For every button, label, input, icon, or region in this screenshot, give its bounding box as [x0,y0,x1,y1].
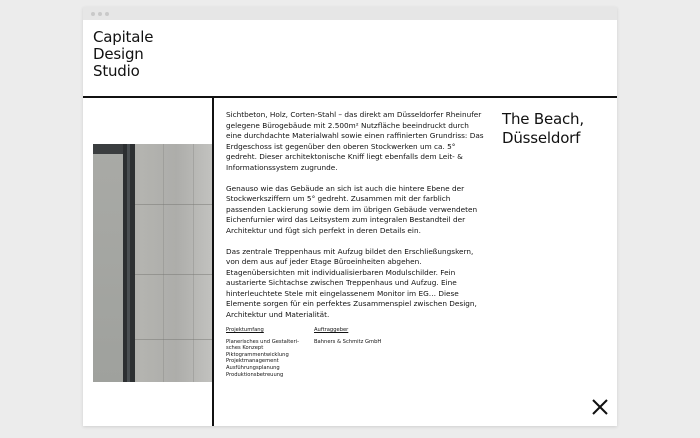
header-divider [83,96,617,98]
scope-item: Produktionsbetreuung [226,371,284,378]
logo-line: Studio [93,62,140,80]
client-name: Bahners & Schmitz GmbH [314,338,382,345]
scope-item: Projektmanagement [226,358,279,365]
photo-concrete-joint [135,274,212,275]
photo-concrete-seam [193,144,194,382]
column-divider [212,97,214,426]
client-heading: Auftraggeber [314,327,349,333]
studio-logo[interactable] [93,29,153,80]
window-titlebar [83,7,617,20]
photo-concrete-joint [135,204,212,205]
description-paragraph: Das zentrale Treppenhaus mit Aufzug bildet den Erschließungskern, von dem aus auf jeder Etage Büroeinheiten abgehen. Etagenübersichten mit individualisierbaren Modulschilder. Fein austarierte Sichtachse zwischen Treppenhaus und Aufzug. Eine hinterleuchtete Stele mit eingelassenem Monitor im EG… Diese Elemente sorgen für ein perfektes Zusammenspiel zwischen Design, Architektur und Materialität. [226,246,477,319]
scope-item: Planerisches und Gestalteri- [226,338,299,345]
logo-line: Capitale [93,28,154,46]
browser-window [83,7,617,426]
description-paragraph: Sichtbeton, Holz, Corten-Stahl – das direkt am Düsseldorfer Rheinufer gelegene Bürogebäude mit 2.500m² Nutzfläche beeindruckt durch eine durchdachte Materialwahl sowie einen raffinierten Grundriss: Das Erdgeschoss ist gegenüber den oberen Stockwerken um ca. 5° gedreht. Dieser architektonische Kniff liegt ebenfalls dem Leit- & Informationssystem zugrunde. [226,110,484,172]
photo-frame-edge [127,144,130,382]
title-line: Düsseldorf [502,129,581,147]
scope-item: Piktogrammentwicklung [226,351,289,358]
close-button[interactable] [591,398,609,416]
photo-concrete-joint [135,339,212,340]
project-scope [226,327,299,378]
photo-concrete-seam [163,144,164,382]
photo-window-lintel [93,144,125,154]
project-description [226,110,484,331]
window-control-dot[interactable] [105,12,109,16]
scope-heading: Projektumfang [226,327,264,333]
scope-item: Ausführungsplanung [226,364,280,371]
close-icon [591,398,609,416]
description-paragraph: Genauso wie das Gebäude an sich ist auch die hintere Ebene der Stockwerksziffern um 5° gedreht. Zusammen mit der farblich passenden Lackierung sowie dem im übrigen Gebäude verwendeten Eichenfurnier wird das Leitsystem zum integralen Bestandteil der Architektur und fügt sich perfekt in deren Details ein. [226,183,478,235]
project-photo [93,144,212,382]
project-title [502,110,584,148]
logo-line: Design [93,45,144,63]
window-control-dot[interactable] [91,12,95,16]
window-control-dot[interactable] [98,12,102,16]
title-line: The Beach, [502,110,584,128]
photo-glass-pane [93,144,125,382]
project-client [314,327,381,345]
scope-item: sches Konzept [226,345,264,352]
